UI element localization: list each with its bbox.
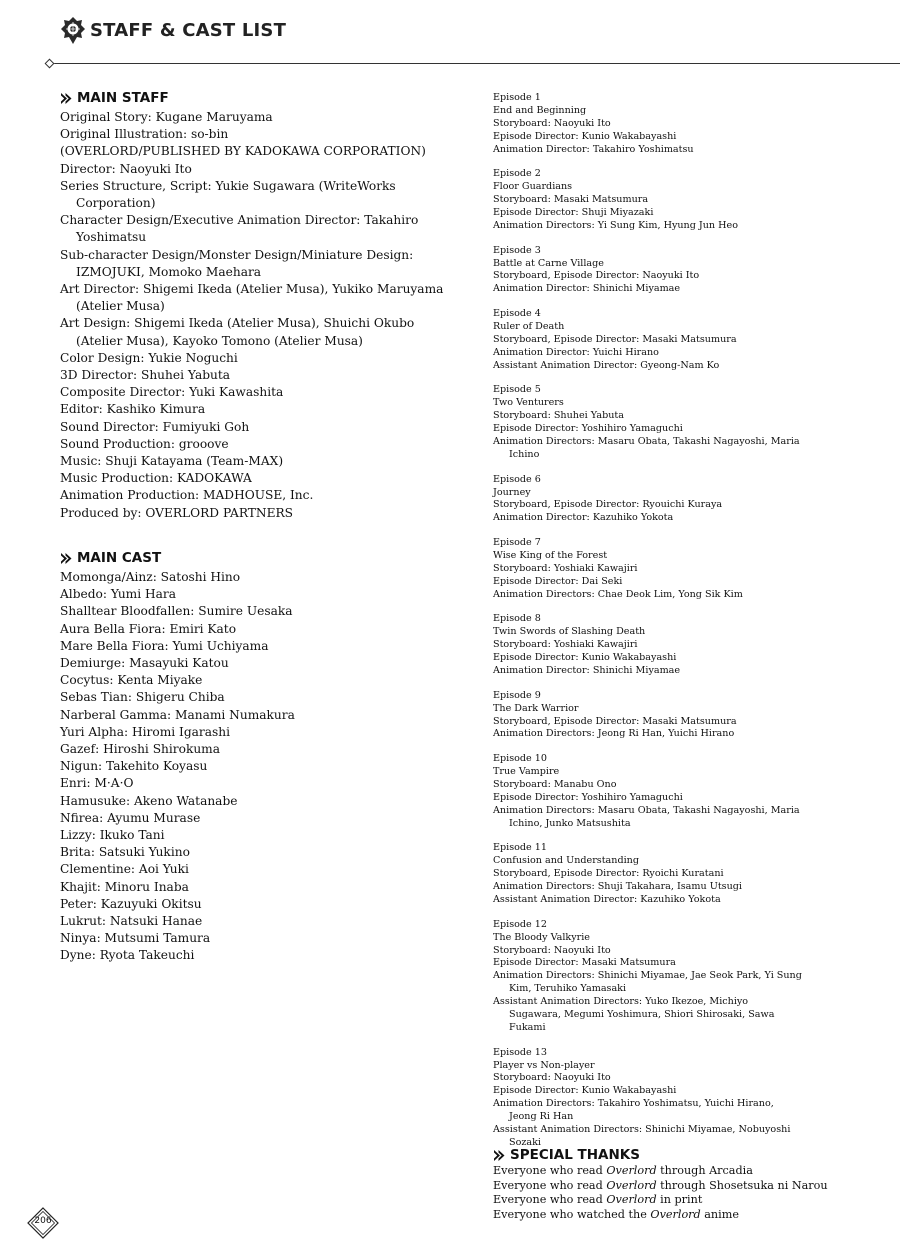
- episode-block: [493, 92, 863, 157]
- episode-credit-line: Animation Directors: Yi Sung Kim, Hyung Jun Heo: [493, 219, 738, 231]
- page-title: STAFF & CAST LIST: [90, 20, 287, 41]
- episode-block: [493, 1047, 863, 1150]
- staff-credit-line: (OVERLORD/PUBLISHED BY KADOKAWA CORPORATION): [60, 144, 426, 159]
- cast-credit-line: Peter: Kazuyuki Okitsu: [60, 896, 202, 911]
- double-chevron-icon: [60, 92, 73, 105]
- special-thanks-line: [493, 1193, 873, 1208]
- thanks-text-before: Everyone who read: [493, 1193, 607, 1206]
- thanks-text-after: anime: [700, 1207, 739, 1221]
- episode-credit-line: Storyboard: Naoyuki Ito: [493, 1072, 611, 1084]
- episode-number: Episode 5: [493, 384, 541, 396]
- episode-credit-line: Episode Director: Kunio Wakabayashi: [493, 652, 677, 664]
- cast-credit-line: Shalltear Bloodfallen: Sumire Uesaka: [60, 604, 293, 619]
- episode-number: Episode 11: [493, 842, 547, 854]
- episode-credit-line: Storyboard: Yoshiaki Kawajiri: [493, 639, 638, 651]
- cast-credit-line: Enri: M·A·O: [60, 776, 134, 791]
- cast-credit-line: Nigun: Takehito Koyasu: [60, 759, 208, 774]
- header-divider-ornament: [45, 59, 55, 69]
- episode-credit-line: Assistant Animation Directors: Yuko Ikezoe, Michiyo Sugawara, Megumi Yoshimura, Shiori Shirosaki, Sawa Fukami: [493, 996, 775, 1033]
- episode-credit-line: Animation Director: Kazuhiko Yokota: [493, 512, 674, 524]
- staff-credit-line: Composite Director: Yuki Kawashita: [60, 385, 284, 400]
- staff-credit-line: Music: Shuji Katayama (Team-MAX): [60, 454, 284, 469]
- special-thanks-list: [493, 1164, 873, 1222]
- episode-title: Two Venturers: [493, 397, 564, 409]
- cast-credit-line: Nfirea: Ayumu Murase: [60, 810, 201, 825]
- cast-credit-line: Hamusuke: Akeno Watanabe: [60, 793, 238, 808]
- episode-credit-line: Animation Directors: Takahiro Yoshimatsu, Yuichi Hirano, Jeong Ri Han: [493, 1098, 774, 1123]
- episode-title: End and Beginning: [493, 104, 587, 116]
- cast-credit-line: Momonga/Ainz: Satoshi Hino: [60, 570, 241, 584]
- main-staff-heading: [60, 90, 169, 106]
- thanks-text-before: Everyone who read: [493, 1178, 607, 1192]
- episode-credit-line: Animation Director: Shinichi Miyamae: [493, 665, 681, 677]
- staff-credit-line: Series Structure, Script: Yukie Sugawara (WriteWorks Corporation): [60, 178, 396, 211]
- episode-number: Episode 13: [493, 1046, 547, 1058]
- thanks-title-italic: Overlord: [606, 1178, 657, 1192]
- episode-block: [493, 753, 863, 830]
- double-chevron-icon: [60, 552, 73, 565]
- cast-credit-line: Lukrut: Natsuki Hanae: [60, 914, 203, 929]
- episode-number: Episode 2: [493, 168, 541, 180]
- main-staff-heading-text: MAIN STAFF: [77, 90, 169, 106]
- cast-credit-line: Khajit: Minoru Inaba: [60, 879, 189, 894]
- episode-credit-line: Animation Directors: Shuji Takahara, Isamu Utsugi: [493, 881, 742, 893]
- page-number: 206: [34, 1216, 52, 1226]
- episode-credit-line: Animation Directors: Shinichi Miyamae, Jae Seok Park, Yi Sung Kim, Teruhiko Yamasaki: [493, 970, 802, 995]
- episode-credit-line: Storyboard: Manabu Ono: [493, 778, 617, 790]
- staff-credit-line: Animation Production: MADHOUSE, Inc.: [60, 488, 314, 503]
- episode-title: The Bloody Valkyrie: [493, 931, 590, 943]
- cast-credit-line: Ninya: Mutsumi Tamura: [60, 931, 211, 946]
- cast-credit-line: Aura Bella Fiora: Emiri Kato: [60, 621, 237, 636]
- cast-credit-line: Narberal Gamma: Manami Numakura: [60, 707, 295, 722]
- episode-credit-line: Storyboard, Episode Director: Masaki Matsumura: [493, 333, 737, 345]
- episode-credit-line: Storyboard: Yoshiaki Kawajiri: [493, 562, 638, 574]
- episode-title: Ruler of Death: [493, 320, 565, 332]
- thanks-text-before: Everyone who watched the: [493, 1207, 651, 1221]
- episode-credit-line: Storyboard: Naoyuki Ito: [493, 944, 611, 956]
- main-cast-heading: [60, 550, 161, 566]
- special-thanks-line: [493, 1179, 873, 1194]
- episode-credit-line: Assistant Animation Director: Kazuhiko Yokota: [493, 894, 721, 905]
- cast-credit-line: Lizzy: Ikuko Tani: [60, 828, 165, 843]
- episode-credit-line: Episode Director: Dai Seki: [493, 575, 623, 587]
- episode-block: [493, 613, 863, 678]
- episode-block: [493, 308, 863, 373]
- staff-credit-line: Editor: Kashiko Kimura: [60, 402, 206, 417]
- staff-credit-line: 3D Director: Shuhei Yabuta: [60, 368, 231, 383]
- episode-credit-line: Episode Director: Kunio Wakabayashi: [493, 130, 677, 142]
- special-thanks-line: [493, 1164, 873, 1179]
- staff-credit-line: Sub-character Design/Monster Design/Miniature Design: IZMOJUKI, Momoko Maehara: [60, 247, 414, 279]
- episode-credit-line: Storyboard, Episode Director: Ryoichi Kuratani: [493, 868, 724, 880]
- cast-credit-line: Albedo: Yumi Hara: [60, 587, 176, 602]
- episode-title: Player vs Non-player: [493, 1059, 595, 1071]
- header-divider: [48, 63, 900, 64]
- episode-credit-line: Episode Director: Yoshihiro Yamaguchi: [493, 423, 683, 435]
- episode-block: [493, 537, 863, 602]
- episode-title: True Vampire: [493, 766, 560, 778]
- episode-credit-line: Episode Director: Yoshihiro Yamaguchi: [493, 791, 683, 803]
- episode-credit-line: Animation Director: Shinichi Miyamae: [493, 283, 681, 295]
- special-thanks-heading: [493, 1147, 640, 1163]
- cast-credit-line: Cocytus: Kenta Miyake: [60, 673, 203, 688]
- episode-credit-line: Animation Director: Takahiro Yoshimatsu: [493, 143, 694, 155]
- main-cast-list: [60, 569, 450, 965]
- main-cast-heading-text: MAIN CAST: [77, 550, 162, 566]
- episode-credit-line: Storyboard, Episode Director: Masaki Matsumura: [493, 715, 737, 727]
- episode-number: Episode 3: [493, 244, 541, 256]
- episode-number: Episode 1: [493, 92, 541, 103]
- staff-credit-line: Original Illustration: so-bin: [60, 127, 229, 142]
- thanks-text-after: in print: [656, 1193, 703, 1206]
- episode-credit-line: Episode Director: Kunio Wakabayashi: [493, 1085, 677, 1097]
- double-chevron-icon: [493, 1149, 506, 1162]
- episode-credit-line: Storyboard, Episode Director: Ryouichi Kuraya: [493, 499, 723, 511]
- episode-credit-line: Assistant Animation Directors: Shinichi Miyamae, Nobuyoshi Sozaki: [493, 1124, 791, 1148]
- cast-credit-line: Sebas Tian: Shigeru Chiba: [60, 690, 225, 705]
- episode-title: Confusion and Understanding: [493, 855, 639, 867]
- staff-credit-line: Art Director: Shigemi Ikeda (Atelier Musa), Yukiko Maruyama (Atelier Musa): [60, 282, 444, 314]
- episode-credits: [493, 92, 863, 1162]
- thanks-title-italic: Overlord: [650, 1207, 701, 1221]
- thanks-title-italic: Overlord: [606, 1193, 657, 1206]
- episode-credit-line: Animation Directors: Masaru Obata, Takashi Nagayoshi, Maria Ichino, Junko Matsushita: [493, 804, 800, 829]
- staff-credit-line: Sound Director: Fumiyuki Goh: [60, 419, 250, 434]
- episode-number: Episode 12: [493, 918, 547, 930]
- staff-credit-line: Art Design: Shigemi Ikeda (Atelier Musa), Shuichi Okubo (Atelier Musa), Kayoko Tomono (Atelier Musa): [60, 316, 415, 348]
- main-staff-list: [60, 109, 450, 522]
- episode-title: The Dark Warrior: [493, 702, 579, 714]
- episode-credit-line: Assistant Animation Director: Gyeong-Nam Ko: [493, 359, 720, 371]
- special-thanks-line: [493, 1208, 873, 1223]
- episode-credit-line: Storyboard: Naoyuki Ito: [493, 117, 611, 129]
- thanks-text-before: Everyone who read: [493, 1164, 607, 1177]
- episode-block: [493, 384, 863, 461]
- episode-number: Episode 4: [493, 308, 541, 320]
- staff-credit-line: Sound Production: grooove: [60, 436, 229, 451]
- episode-number: Episode 6: [493, 473, 541, 485]
- special-thanks-heading-text: SPECIAL THANKS: [510, 1147, 640, 1163]
- episode-title: Floor Guardians: [493, 181, 573, 193]
- guild-emblem-icon: [60, 16, 86, 46]
- episode-credit-line: Episode Director: Shuji Miyazaki: [493, 207, 654, 219]
- episode-block: [493, 690, 863, 742]
- cast-credit-line: Clementine: Aoi Yuki: [60, 862, 189, 877]
- cast-credit-line: Brita: Satsuki Yukino: [60, 845, 190, 860]
- episode-credit-line: Storyboard: Shuhei Yabuta: [493, 410, 624, 422]
- cast-credit-line: Dyne: Ryota Takeuchi: [60, 948, 195, 963]
- thanks-text-after: through Arcadia: [656, 1164, 753, 1177]
- episode-title: Journey: [493, 486, 531, 498]
- episode-credit-line: Storyboard: Masaki Matsumura: [493, 194, 649, 206]
- episode-title: Battle at Carne Village: [493, 257, 604, 269]
- episode-credit-line: Animation Directors: Chae Deok Lim, Yong Sik Kim: [493, 588, 743, 600]
- episode-block: [493, 919, 863, 1035]
- episode-credit-line: Animation Director: Yuichi Hirano: [493, 346, 659, 358]
- episode-number: Episode 7: [493, 537, 541, 549]
- thanks-title-italic: Overlord: [606, 1164, 657, 1177]
- cast-credit-line: Gazef: Hiroshi Shirokuma: [60, 742, 221, 757]
- episode-block: [493, 474, 863, 526]
- cast-credit-line: Yuri Alpha: Hiromi Igarashi: [60, 724, 231, 739]
- episode-credit-line: Storyboard, Episode Director: Naoyuki Ito: [493, 270, 700, 282]
- episode-block: [493, 245, 863, 297]
- episode-credit-line: Episode Director: Masaki Matsumura: [493, 957, 676, 969]
- episode-number: Episode 8: [493, 613, 541, 625]
- staff-credit-line: Music Production: KADOKAWA: [60, 471, 252, 486]
- episode-number: Episode 9: [493, 689, 541, 701]
- episode-number: Episode 10: [493, 753, 547, 765]
- staff-credit-line: Produced by: OVERLORD PARTNERS: [60, 505, 294, 520]
- episode-credit-line: Animation Directors: Jeong Ri Han, Yuichi Hirano: [493, 728, 735, 740]
- staff-credit-line: Original Story: Kugane Maruyama: [60, 110, 273, 124]
- episode-title: Wise King of the Forest: [493, 549, 608, 561]
- cast-credit-line: Mare Bella Fiora: Yumi Uchiyama: [60, 638, 269, 653]
- cast-credit-line: Demiurge: Masayuki Katou: [60, 656, 229, 671]
- staff-credit-line: Character Design/Executive Animation Director: Takahiro Yoshimatsu: [60, 213, 419, 245]
- staff-credit-line: Director: Naoyuki Ito: [60, 161, 192, 176]
- episode-title: Twin Swords of Slashing Death: [493, 626, 646, 638]
- episode-block: [493, 842, 863, 907]
- staff-credit-line: Color Design: Yukie Noguchi: [60, 350, 238, 365]
- thanks-text-after: through Shosetsuka ni Narou: [656, 1178, 828, 1192]
- episode-credit-line: Animation Directors: Masaru Obata, Takashi Nagayoshi, Maria Ichino: [493, 436, 800, 460]
- episode-block: [493, 168, 863, 233]
